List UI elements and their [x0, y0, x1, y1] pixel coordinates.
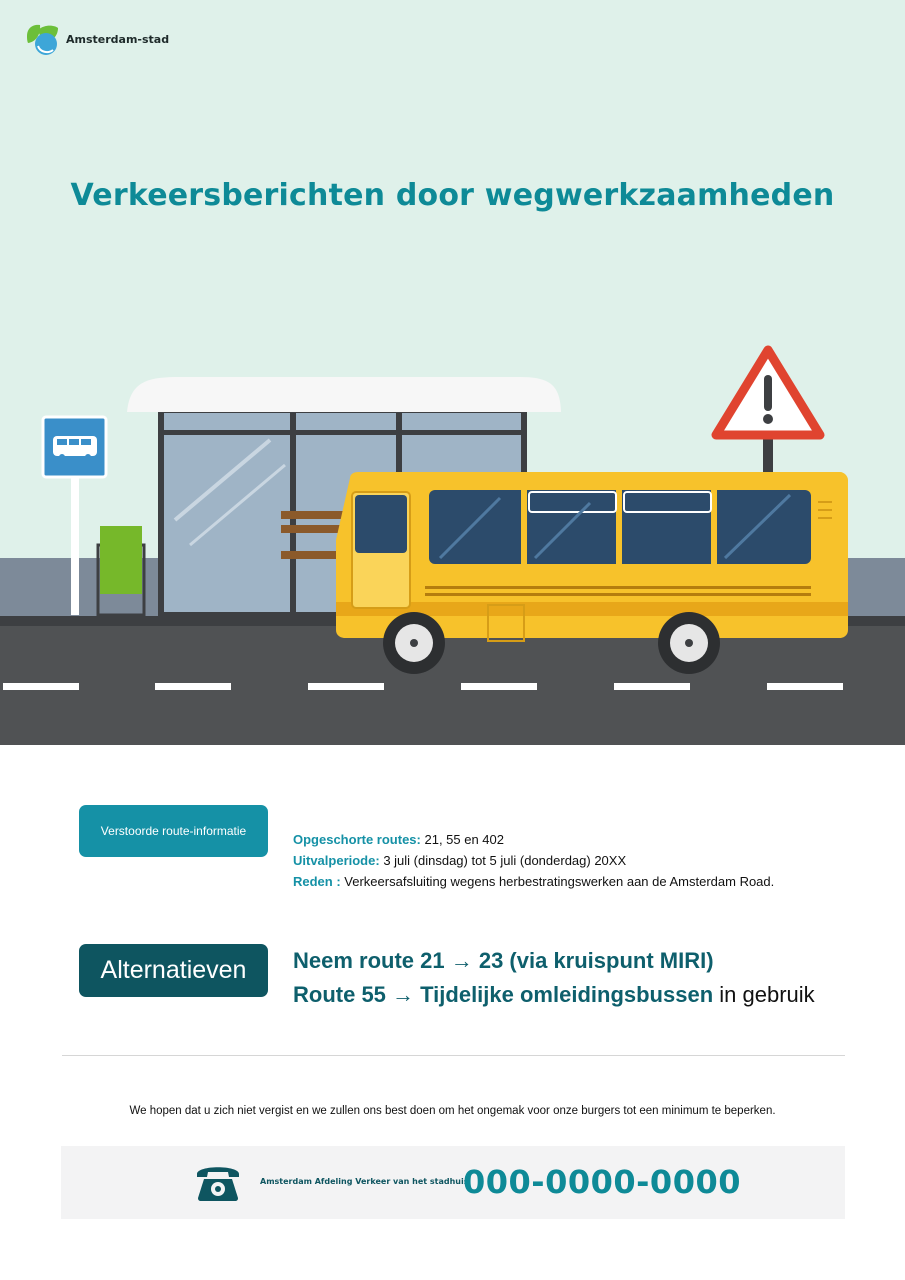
outage-period-line: Uitvalperiode: 3 juli (dinsdag) tot 5 juli (donderdag) 20XX: [293, 853, 627, 868]
brand-logo[interactable]: [24, 22, 169, 56]
apology-note: We hopen dat u zich niet vergist en we zullen ons best doen om het ongemak voor onze burgers tot een minimum te beperken.: [129, 1105, 776, 1117]
brand-name: Amsterdam-stad: [66, 32, 170, 46]
alternatives-badge: Alternatieven: [79, 944, 268, 997]
suspended-routes-line: Opgeschorte routes: 21, 55 en 402: [293, 832, 505, 847]
street-scene: [0, 330, 905, 745]
reason-line: Reden : Verkeersafsluiting wegens herbestratingswerken aan de Amsterdam Road.: [293, 874, 775, 889]
department-name: Amsterdam Afdeling Verkeer van het stadhuis: [260, 1177, 469, 1186]
route-info-details: [293, 829, 774, 892]
phone-number[interactable]: 000-0000-0000: [463, 1163, 741, 1201]
page-title: Verkeersberichten door wegwerkzaamheden: [70, 178, 835, 213]
alternative-route-55: Route 55 → Tijdelijke omleidingsbussen in gebruik: [293, 982, 815, 1007]
contact-bar: [61, 1146, 845, 1219]
telephone-icon: [195, 1162, 241, 1202]
alternatives-details: [293, 944, 815, 1012]
leaf-drop-icon: [24, 22, 60, 56]
section-divider: [62, 1055, 845, 1056]
alternative-route-21: Neem route 21 → 23 (via kruispunt MIRI): [293, 948, 714, 973]
warning-sign-icon: [716, 350, 820, 480]
route-info-badge: Verstoorde route-informatie: [79, 805, 268, 857]
